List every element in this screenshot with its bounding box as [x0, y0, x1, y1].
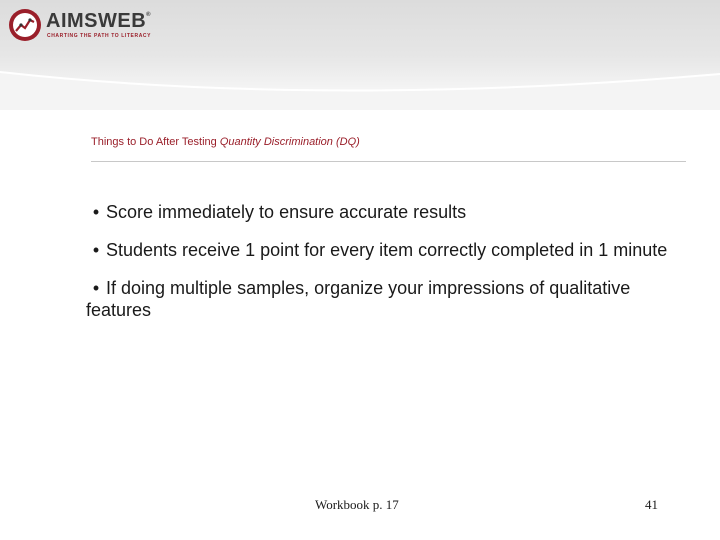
logo-chart-icon: [8, 8, 42, 42]
logo-tagline: CHARTING THE PATH TO LITERACY: [47, 33, 152, 39]
page-number: 41: [645, 497, 658, 512]
bullet-marker: •: [92, 202, 100, 222]
slide-title-measure: Quantity Discrimination (DQ): [219, 136, 360, 148]
bullet-text: Score immediately to ensure accurate results: [106, 202, 467, 222]
bullet-text: Students receive 1 point for every item correctly completed in 1 minute: [106, 240, 668, 260]
bullet-list: [86, 201, 686, 337]
bullet-item: [86, 277, 686, 321]
aimsweb-logo: [8, 8, 168, 42]
logo-word-text: AIMSWEB: [46, 10, 147, 32]
slide-title-prefix: Things to Do After Testing: [91, 136, 217, 148]
header-band: [0, 0, 720, 110]
bullet-marker: •: [92, 278, 100, 298]
bullet-marker: •: [92, 240, 100, 260]
bullet-text: If doing multiple samples, organize your impressions of qualitative features: [86, 278, 631, 320]
footer-reference: Workbook p. 17: [315, 497, 399, 512]
title-divider: [91, 161, 686, 162]
logo-trademark: ®: [146, 12, 152, 18]
slide-title: [91, 136, 360, 148]
bullet-item: [86, 201, 686, 223]
logo-wordmark: [46, 10, 151, 33]
bullet-item: [86, 239, 686, 261]
